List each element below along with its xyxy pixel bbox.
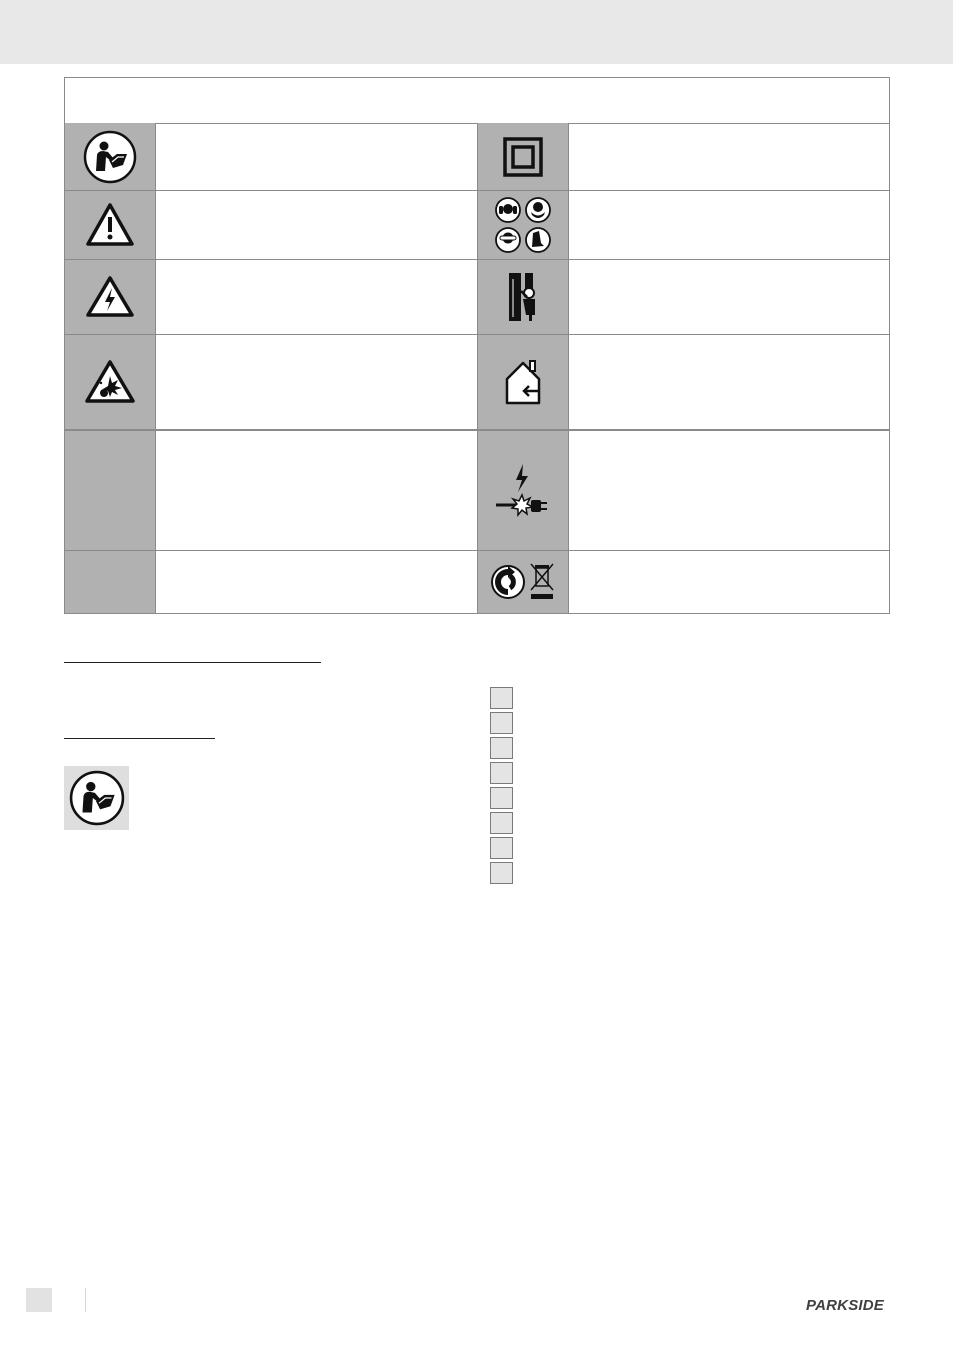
table-header-row <box>65 78 889 124</box>
part-number-box <box>490 762 513 784</box>
page-header-band <box>0 0 953 64</box>
symbol-description-11 <box>155 551 478 613</box>
symbol-description-5 <box>155 260 478 334</box>
ear-protection-icon <box>496 198 520 222</box>
read-manual-icon <box>64 766 129 830</box>
page-number-box <box>26 1288 52 1312</box>
pull-mains-plug-icon <box>477 431 568 550</box>
empty-symbol-cell <box>65 551 155 613</box>
keep-children-away-icon <box>477 260 568 334</box>
footer-divider <box>85 1288 86 1312</box>
brand-logo: PARKSIDE <box>806 1297 884 1314</box>
symbol-description-2 <box>568 123 890 190</box>
symbol-row-2 <box>65 191 889 260</box>
symbol-description-9 <box>155 431 478 550</box>
symbol-description-3 <box>155 191 478 259</box>
part-number-box <box>490 812 513 834</box>
warning-triangle-icon <box>65 191 155 259</box>
dust-mask-icon <box>526 198 550 222</box>
green-dot-weee-icon <box>477 551 568 613</box>
safety-shoes-icon <box>526 228 550 252</box>
symbol-description-7 <box>155 335 478 429</box>
green-dot-icon <box>492 566 524 598</box>
part-number-box <box>490 687 513 709</box>
section-heading-underline <box>64 662 321 663</box>
indoor-use-only-icon <box>477 335 568 429</box>
explosion-warning-icon <box>65 335 155 429</box>
part-number-box <box>490 862 513 884</box>
protective-equipment-icons <box>477 191 568 259</box>
empty-symbol-cell <box>65 431 155 550</box>
symbol-description-4 <box>568 191 890 259</box>
symbol-row-5 <box>65 431 889 551</box>
part-number-box <box>490 737 513 759</box>
symbol-description-6 <box>568 260 890 334</box>
symbol-row-1 <box>65 123 889 191</box>
electric-shock-warning-icon <box>65 260 155 334</box>
crossed-bin-icon <box>531 564 553 599</box>
part-number-box <box>490 712 513 734</box>
read-manual-icon <box>65 123 155 190</box>
subsection-heading-underline <box>64 738 215 739</box>
eye-protection-icon <box>496 228 520 252</box>
protection-class-ii-icon <box>477 123 568 190</box>
symbol-row-4 <box>65 335 889 431</box>
symbol-table <box>64 77 890 614</box>
symbol-description-12 <box>568 551 890 613</box>
part-number-box <box>490 787 513 809</box>
symbol-row-6 <box>65 551 889 613</box>
symbol-description-10 <box>568 431 890 550</box>
symbol-row-3 <box>65 260 889 335</box>
part-number-box <box>490 837 513 859</box>
symbol-description-8 <box>568 335 890 429</box>
symbol-description-1 <box>155 123 478 190</box>
